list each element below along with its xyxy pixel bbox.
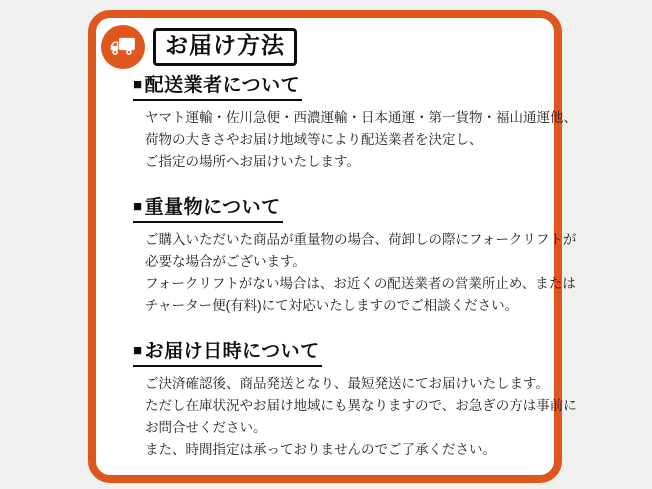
section-carriers bbox=[133, 75, 577, 173]
section-heavy-items-heading bbox=[133, 197, 283, 223]
body-line: また、時間指定は承っておりませんのでご了承ください。 bbox=[145, 441, 496, 457]
delivery-info-panel bbox=[88, 10, 577, 483]
body-line: 必要な場合がございます。 bbox=[145, 253, 306, 269]
body-line: ヤマト運輸・佐川急便・西濃運輸・日本通運・第一貨物・福山通運他、 bbox=[145, 109, 577, 125]
bullet-square-icon: ■ bbox=[133, 341, 143, 359]
body-line: ご指定の場所へお届けいたします。 bbox=[145, 153, 360, 169]
section-carriers-heading bbox=[133, 75, 302, 101]
body-line: ご決済確認後、商品発送となり、最短発送にてお届けいたします。 bbox=[145, 375, 549, 391]
panel-header bbox=[101, 25, 554, 69]
body-line: 荷物の大きさやお届け地域等により配送業者を決定し、 bbox=[145, 131, 483, 147]
bullet-square-icon: ■ bbox=[133, 76, 143, 93]
section-heavy-items bbox=[133, 196, 577, 317]
section-delivery-datetime-heading-text: お届け日時について bbox=[144, 340, 320, 362]
body-line: フォークリフトがない場合は、お近くの配送業者の営業所止め、または bbox=[145, 275, 576, 291]
body-line: お問合せください。 bbox=[145, 419, 267, 435]
bullet-square-icon: ■ bbox=[133, 197, 143, 215]
section-delivery-datetime-heading bbox=[133, 341, 322, 367]
section-carriers-heading-text: 配送業者について bbox=[144, 75, 301, 96]
body-line: ただし在庫状況やお届け地域にも異なりますので、お急ぎの方は事前に bbox=[145, 397, 577, 413]
body-line: チャーター便(有料)にて対応いたしますのでご相談ください。 bbox=[145, 297, 519, 313]
section-delivery-datetime bbox=[133, 340, 577, 461]
section-heavy-items-heading-text: 重量物について bbox=[144, 196, 281, 218]
page-title-text: お届け方法 bbox=[165, 32, 285, 59]
truck-icon bbox=[101, 25, 145, 69]
page-title bbox=[153, 28, 297, 65]
panel-content bbox=[133, 75, 577, 461]
body-line: ご購入いただいた商品が重量物の場合、荷卸しの際にフォークリフトが bbox=[145, 231, 577, 247]
